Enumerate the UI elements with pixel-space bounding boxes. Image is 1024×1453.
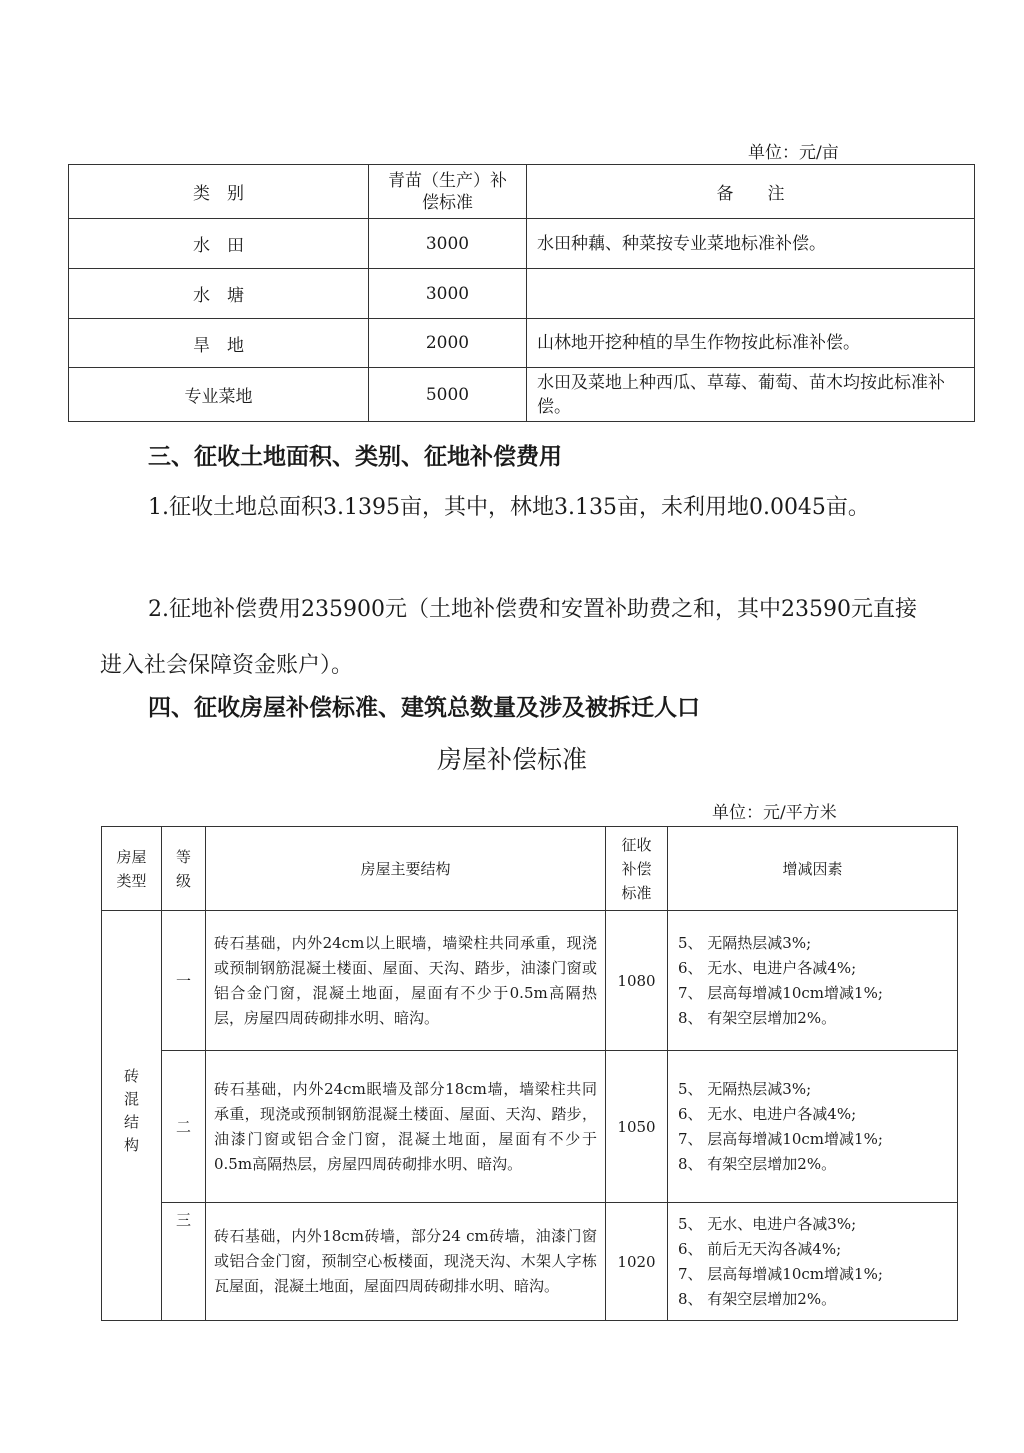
table-row [69, 368, 975, 422]
category-label: 砖混结构 [122, 1067, 140, 1160]
row-type: 水 塘 [69, 269, 369, 319]
row-factors [668, 911, 958, 1051]
factor-item: 6、 前后无天沟各减4%; [678, 1239, 842, 1258]
row-factors [668, 1051, 958, 1203]
row-structure: 砖石基础，内外24cm眠墙及部分18cm墙，墙梁柱共同承重，现浇或预制钢筋混凝土楼面、屋面、天沟、踏步，油漆门窗或铝合金门窗，混凝土地面，屋面有不少于0.5m高隔热层，房屋四周砖砌排水明、暗沟。 [206, 1051, 606, 1203]
row-note: 水田种藕、种菜按专业菜地标准补偿。 [527, 219, 975, 269]
row-factors [668, 1203, 958, 1321]
crop-table-unit: 单位：元/亩 [748, 143, 839, 163]
row-standard: 1020 [606, 1203, 668, 1321]
factor-item: 7、 层高每增减10cm增减1%; [678, 983, 883, 1002]
category-cell [102, 911, 162, 1321]
row-standard: 5000 [369, 368, 527, 422]
table-row [69, 319, 975, 368]
header-type: 类 别 [69, 165, 369, 219]
header-standard: 青苗（生产）补偿标准 [369, 165, 527, 219]
row-structure: 砖石基础，内外24cm以上眠墙，墙梁柱共同承重，现浇或预制钢筋混凝土楼面、屋面、天沟、踏步，油漆门窗或铝合金门窗，混凝土地面，屋面有不少于0.5m高隔热层，房屋四周砖砌排水明、暗沟。 [206, 911, 606, 1051]
factor-item: 7、 层高每增减10cm增减1%; [678, 1129, 883, 1148]
table-row [102, 911, 958, 1051]
row-note [527, 269, 975, 319]
factor-item: 7、 层高每增减10cm增减1%; [678, 1264, 883, 1283]
row-type: 专业菜地 [69, 368, 369, 422]
header-standard: 征收补偿标准 [606, 827, 668, 911]
row-grade: 一 [162, 911, 206, 1051]
factor-item: 8、 有架空层增加2%。 [678, 1008, 837, 1027]
section3-heading: 三、征收土地面积、类别、征地补偿费用 [148, 444, 562, 470]
table-row [69, 269, 975, 319]
house-table-title: 房屋补偿标准 [436, 745, 587, 774]
table-row [102, 1203, 958, 1321]
row-standard: 1050 [606, 1051, 668, 1203]
factor-item: 5、 无隔热层减3%; [678, 1079, 812, 1098]
table-header-row [69, 165, 975, 219]
section3-paragraph-2: 2.征地补偿费用235900元（土地补偿费和安置补助费之和，其中23590元直接进入社会保障资金账户）。 [100, 597, 917, 678]
factor-item: 6、 无水、电进户各减4%; [678, 1104, 857, 1123]
row-note: 山林地开挖种植的旱生作物按此标准补偿。 [527, 319, 975, 368]
factor-item: 8、 有架空层增加2%。 [678, 1154, 837, 1173]
house-table-unit: 单位：元/平方米 [712, 803, 837, 823]
row-standard: 3000 [369, 219, 527, 269]
header-grade: 等级 [162, 827, 206, 911]
row-standard: 3000 [369, 269, 527, 319]
table-row [102, 1051, 958, 1203]
factor-item: 8、 有架空层增加2%。 [678, 1289, 837, 1308]
crop-compensation-table [68, 164, 975, 422]
table-header-row [102, 827, 958, 911]
section4-heading: 四、征收房屋补偿标准、建筑总数量及涉及被拆迁人口 [148, 695, 700, 721]
header-note: 备 注 [527, 165, 975, 219]
row-grade: 三 [162, 1203, 206, 1321]
row-grade: 二 [162, 1051, 206, 1203]
factor-item: 5、 无水、电进户各减3%; [678, 1214, 857, 1233]
row-structure: 砖石基础，内外18cm砖墙，部分24 cm砖墙，油漆门窗或铝合金门窗，预制空心板楼面，现浇天沟、木架人字栋瓦屋面，混凝土地面，屋面四周砖砌排水明、暗沟。 [206, 1203, 606, 1321]
row-note: 水田及菜地上种西瓜、草莓、葡萄、苗木均按此标准补偿。 [527, 368, 975, 422]
section3-paragraph-1: 1.征收土地总面积3.1395亩，其中，林地3.135亩，未利用地0.0045亩。 [148, 495, 870, 520]
row-type: 水 田 [69, 219, 369, 269]
house-compensation-table [101, 826, 958, 1321]
header-structure: 房屋主要结构 [206, 827, 606, 911]
row-type: 旱 地 [69, 319, 369, 368]
factor-item: 5、 无隔热层减3%; [678, 933, 812, 952]
row-standard: 1080 [606, 911, 668, 1051]
header-factors: 增减因素 [668, 827, 958, 911]
table-row [69, 219, 975, 269]
header-house-type: 房屋类型 [102, 827, 162, 911]
factor-item: 6、 无水、电进户各减4%; [678, 958, 857, 977]
row-standard: 2000 [369, 319, 527, 368]
